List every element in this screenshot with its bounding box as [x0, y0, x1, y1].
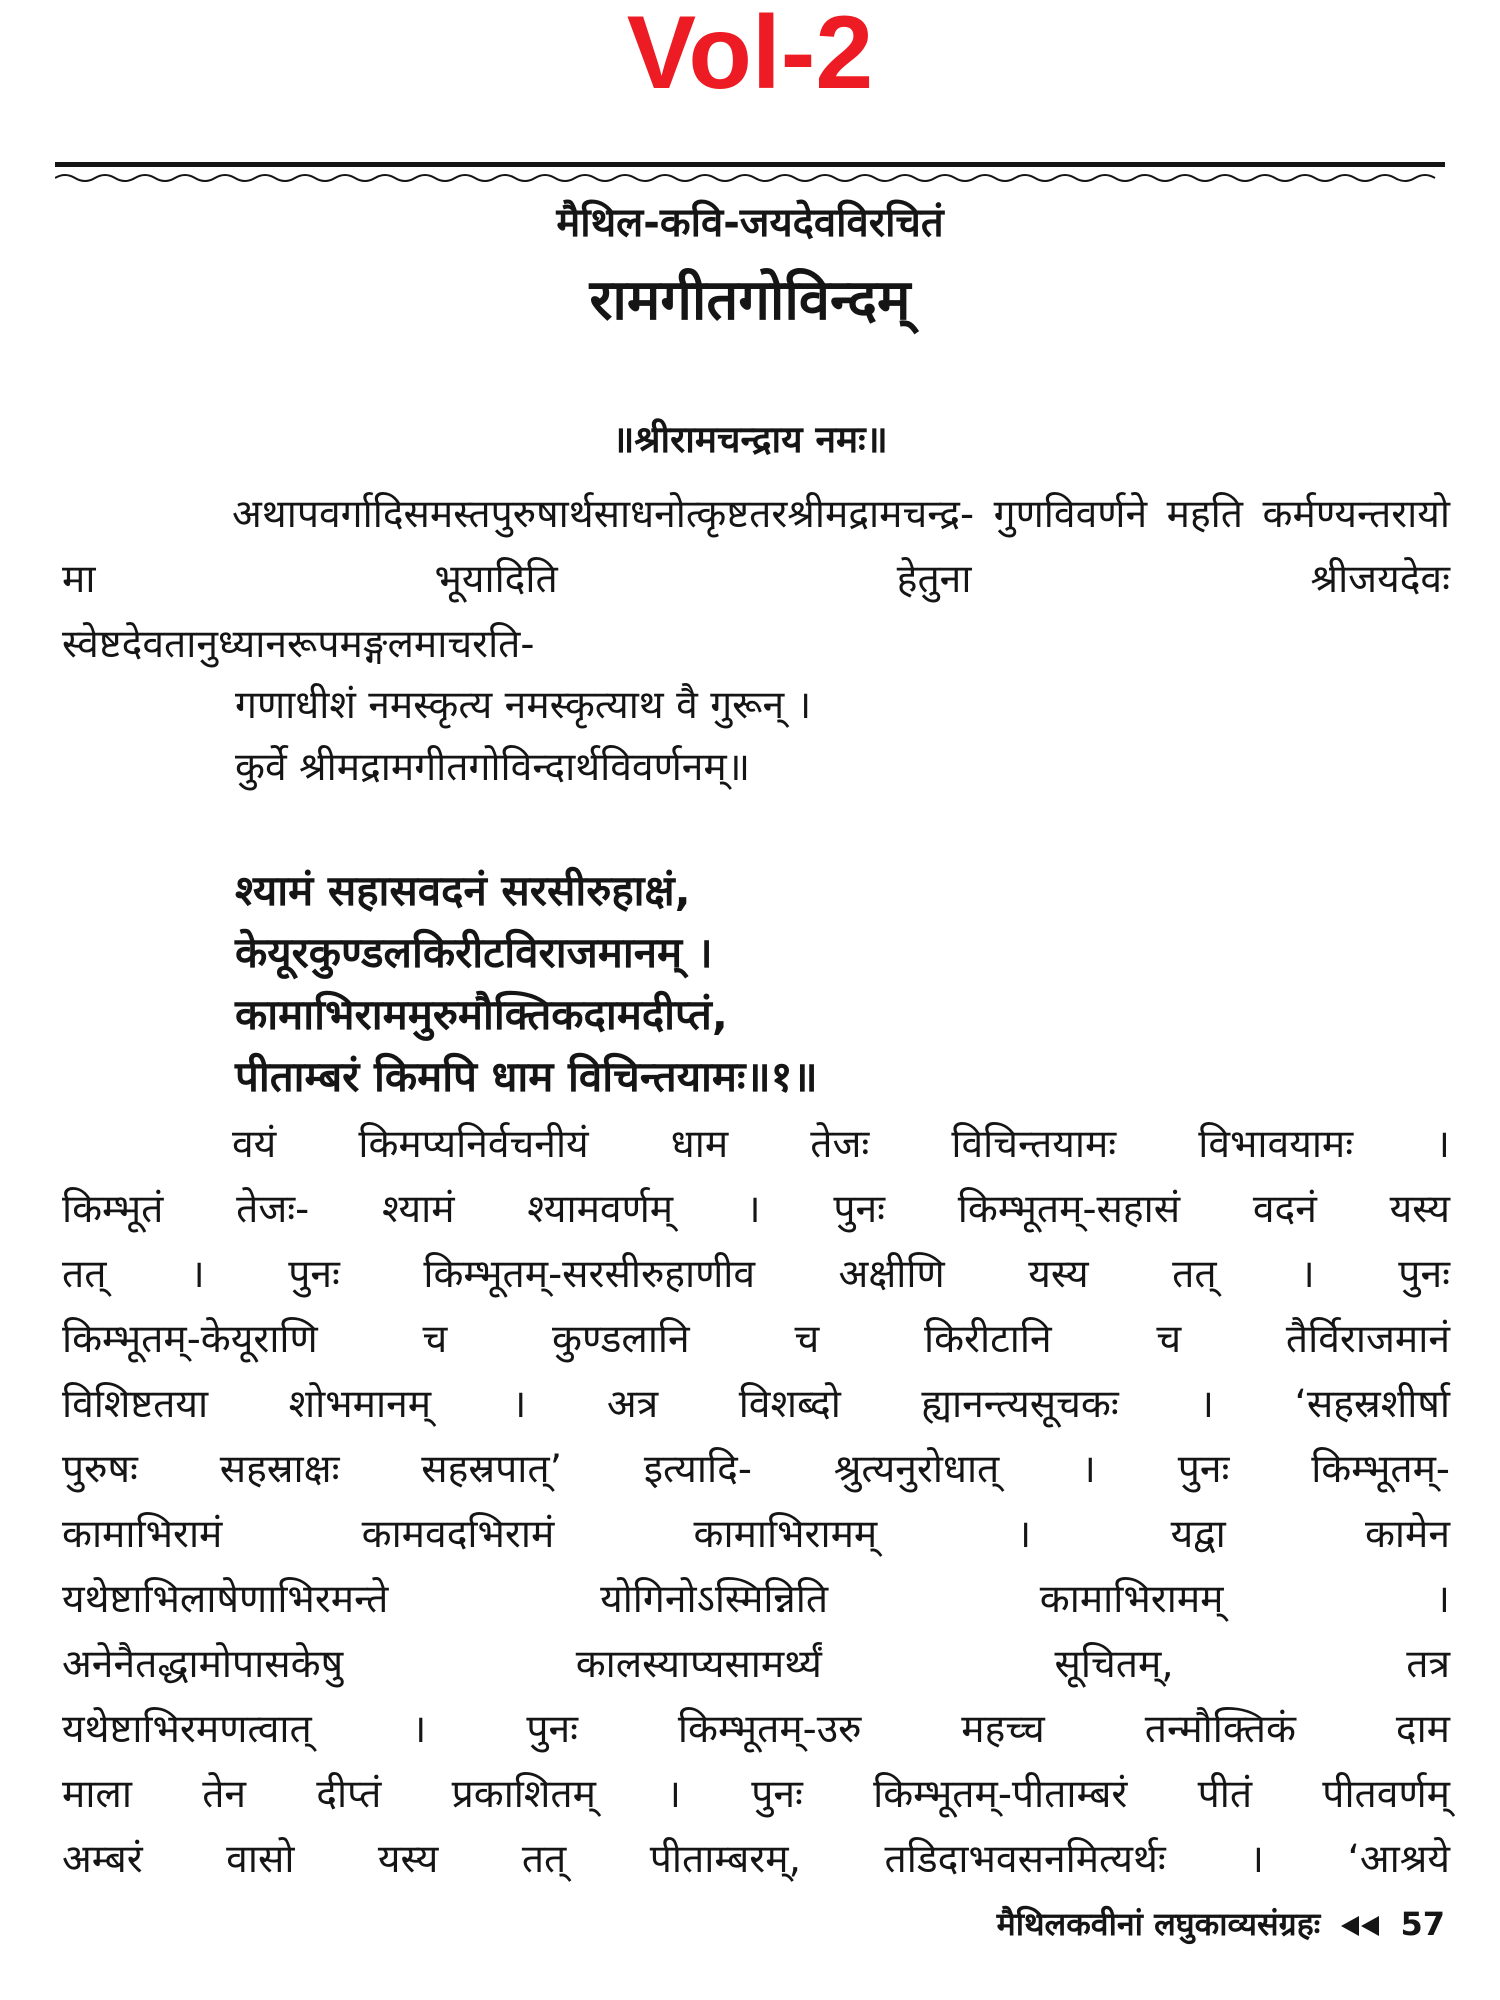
shloka-line: श्यामं सहासवदनं सरसीरुहाक्षं, — [235, 866, 691, 915]
commentary-line: विशिष्टतया शोभमानम् । अत्र विशब्दो ह्यानन्त्यसूचकः । ‘सहस्रशीर्षा — [62, 1382, 1450, 1427]
intro-paragraph — [62, 482, 1450, 677]
commentary-paragraph — [62, 1112, 1450, 1892]
decorative-rule — [55, 160, 1445, 186]
commentary-line: किम्भूतं तेजः- श्यामं श्यामवर्णम् । पुनः किम्भूतम्-सहासं वदनं यस्य — [62, 1187, 1450, 1232]
page-footer — [997, 1902, 1445, 1945]
invocation: ॥श्रीरामचन्द्राय नमः॥ — [612, 418, 888, 461]
shloka-1 — [235, 860, 818, 1108]
commentary-line: यथेष्टाभिलाषेणाभिरमन्ते योगिनोऽस्मिन्निति कामाभिरामम् । — [62, 1577, 1450, 1622]
shloka-line: कामाभिराममुरुमौक्तिकदामदीप्तं, — [235, 990, 728, 1039]
double-left-arrow-icon — [1341, 1914, 1383, 1938]
commentary-line: अम्बरं वासो यस्य तत् पीताम्बरम्, तडिदाभवसनमित्यर्थः । ‘आश्रये — [62, 1837, 1450, 1882]
commentary-line: पुरुषः सहस्राक्षः सहस्रपात्’ इत्यादि- श्रुत्यनुरोधात् । पुनः किम्भूतम्- — [62, 1447, 1450, 1492]
page-number: 57 — [1400, 1905, 1445, 1943]
work-title: रामगीतगोविन्दम् — [589, 268, 911, 333]
commentary-line: तत् । पुनः किम्भूतम्-सरसीरुहाणीव अक्षीणि यस्य तत् । पुनः — [62, 1252, 1450, 1297]
author-subtitle: मैथिल-कवि-जयदेवविरचितं — [556, 200, 944, 246]
commentary-line: अनेनैतद्धामोपासकेषु कालस्याप्यसामर्थ्यं सूचितम्, तत्र — [62, 1642, 1450, 1687]
verse-line: कुर्वे श्रीमद्रामगीतगोविन्दार्थविवर्णनम्॥ — [235, 745, 751, 790]
verse-line: गणाधीशं नमस्कृत्य नमस्कृत्याथ वै गुरून् । — [235, 683, 812, 728]
commentary-line: किम्भूतम्-केयूराणि च कुण्डलानि च किरीटानि च तैर्विराजमानं — [62, 1317, 1450, 1362]
commentary-line: यथेष्टाभिरमणत्वात् । पुनः किम्भूतम्-उरु महच्च तन्मौक्तिकं दाम — [62, 1707, 1450, 1752]
commentary-line: कामाभिरामं कामवदभिरामं कामाभिरामम् । यद्वा कामेन — [62, 1512, 1450, 1557]
footer-book-title: मैथिलकवीनां लघुकाव्यसंग्रहः — [996, 1905, 1321, 1943]
intro-line: अथापवर्गादिसमस्तपुरुषार्थसाधनोत्कृष्टतरश्रीमद्रामचन्द्र- — [232, 492, 975, 537]
shloka-line: केयूरकुण्डलकिरीटविराजमानम् । — [235, 928, 713, 977]
intro-line: स्वेष्टदेवतानुध्यानरूपमङ्गलमाचरति- — [62, 622, 535, 667]
commentary-line: वयं किमप्यनिर्वचनीयं धाम तेजः विचिन्तयामः विभावयामः । — [232, 1122, 1450, 1167]
intro-line: गुणविवर्णने महति कर्मण्यन्तरायो मा भूयादिति हेतुना श्रीजयदेवः — [62, 492, 1450, 602]
commentary-line: माला तेन दीप्तं प्रकाशितम् । पुनः किम्भूतम्-पीताम्बरं पीतं पीतवर्णम् — [62, 1772, 1450, 1817]
volume-label: Vol-2 — [626, 0, 874, 111]
shloka-line: पीताम्बरं किमपि धाम विचिन्तयामः॥१॥ — [235, 1052, 818, 1101]
mangala-verse — [235, 675, 811, 799]
